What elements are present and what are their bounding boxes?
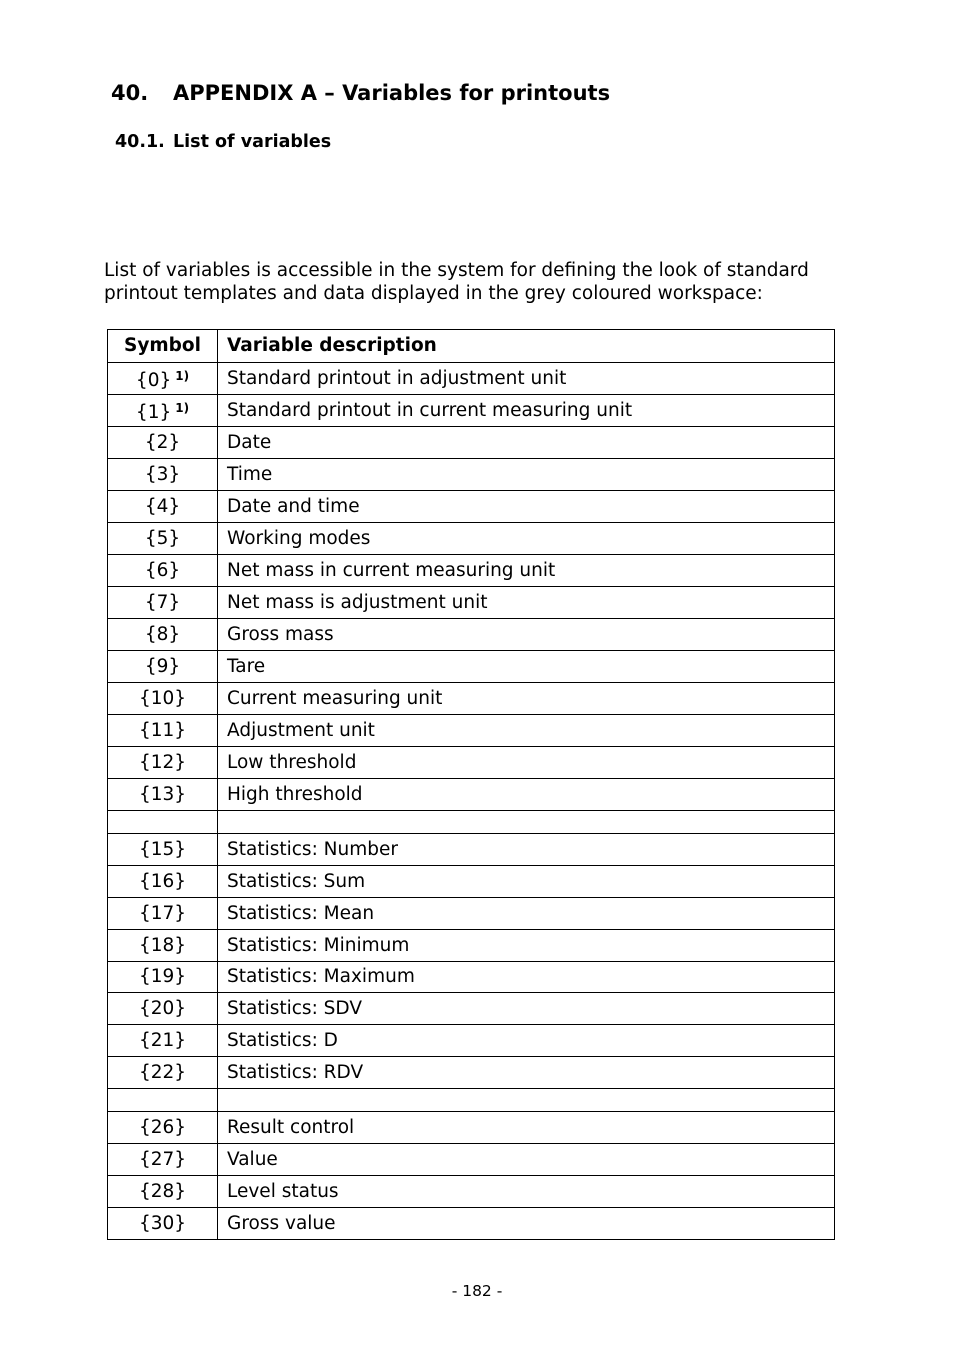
symbol-cell: [108, 619, 218, 651]
description-cell: Value: [218, 1144, 835, 1176]
table-row: [108, 993, 835, 1025]
table-row: [108, 427, 835, 459]
table-row: [108, 1144, 835, 1176]
table-body: [108, 363, 835, 1240]
page-number: - 182 -: [451, 1282, 503, 1300]
description-cell: Statistics: Minimum: [218, 930, 835, 962]
variable-symbol: {3}: [144, 463, 181, 485]
variables-table: [107, 329, 835, 1240]
variable-symbol: {13}: [138, 783, 187, 805]
variable-symbol: {18}: [138, 934, 187, 956]
table-row: [108, 811, 835, 834]
symbol-cell: [108, 1176, 218, 1208]
description-cell: Time: [218, 459, 835, 491]
table-row: [108, 1089, 835, 1112]
description-cell: Statistics: Maximum: [218, 962, 835, 993]
description-cell: Statistics: SDV: [218, 993, 835, 1025]
variable-symbol: {11}: [138, 719, 187, 741]
symbol-cell: [108, 683, 218, 715]
table-row: [108, 962, 835, 993]
symbol-cell: [108, 779, 218, 811]
description-cell: Level status: [218, 1176, 835, 1208]
variable-symbol: {26}: [138, 1116, 187, 1138]
table-row: [108, 523, 835, 555]
variable-symbol: {4}: [144, 495, 181, 517]
section-heading: [115, 132, 331, 152]
variable-symbol: {30}: [138, 1212, 187, 1234]
variable-symbol: {17}: [138, 902, 187, 924]
symbol-cell: [108, 1208, 218, 1240]
description-cell: Gross value: [218, 1208, 835, 1240]
symbol-cell: [108, 898, 218, 930]
symbol-cell: [108, 491, 218, 523]
symbol-cell: [108, 363, 218, 395]
table-row: [108, 898, 835, 930]
description-cell: Net mass in current measuring unit: [218, 555, 835, 587]
symbol-cell: [108, 930, 218, 962]
symbol-cell: [108, 395, 218, 427]
description-column-header: Variable description: [218, 330, 835, 363]
variable-symbol: {9}: [144, 655, 181, 677]
table-row: [108, 1176, 835, 1208]
table-row: [108, 363, 835, 395]
description-cell: Standard printout in current measuring unit: [218, 395, 835, 427]
table-row: [108, 1112, 835, 1144]
table-row: [108, 715, 835, 747]
description-cell: [218, 811, 835, 834]
table-row: [108, 930, 835, 962]
table-row: [108, 395, 835, 427]
table-row: [108, 1025, 835, 1057]
description-cell: Result control: [218, 1112, 835, 1144]
chapter-heading: [111, 81, 610, 105]
symbol-cell: [108, 459, 218, 491]
section-number: 40.1.: [115, 132, 165, 152]
variable-symbol: {2}: [144, 431, 181, 453]
variable-symbol: {0}: [135, 370, 172, 391]
description-cell: Adjustment unit: [218, 715, 835, 747]
table-row: [108, 779, 835, 811]
table-row: [108, 747, 835, 779]
description-cell: Tare: [218, 651, 835, 683]
symbol-cell: [108, 587, 218, 619]
table-row: [108, 1208, 835, 1240]
description-cell: Standard printout in adjustment unit: [218, 363, 835, 395]
table-row: [108, 1057, 835, 1089]
description-cell: [218, 1089, 835, 1112]
table-row: [108, 834, 835, 866]
description-cell: Date and time: [218, 491, 835, 523]
table-row: [108, 587, 835, 619]
variable-symbol: {16}: [138, 870, 187, 892]
symbol-cell: [108, 747, 218, 779]
table-row: [108, 459, 835, 491]
symbol-cell: [108, 834, 218, 866]
symbol-cell: [108, 651, 218, 683]
description-cell: Statistics: RDV: [218, 1057, 835, 1089]
symbol-cell: [108, 555, 218, 587]
variable-symbol: {12}: [138, 751, 187, 773]
symbol-cell: [108, 1089, 218, 1112]
chapter-number: 40.: [111, 81, 149, 105]
intro-paragraph: List of variables is accessible in the system for defining the look of standard printout templates and data displayed in the grey coloured workspace:: [104, 260, 809, 304]
footnote-marker: 1): [175, 401, 190, 415]
symbol-cell: [108, 1144, 218, 1176]
symbol-cell: [108, 962, 218, 993]
variable-symbol: {5}: [144, 527, 181, 549]
variable-symbol: {19}: [138, 966, 187, 987]
description-cell: Statistics: D: [218, 1025, 835, 1057]
table-row: [108, 555, 835, 587]
description-cell: Low threshold: [218, 747, 835, 779]
symbol-cell: [108, 1112, 218, 1144]
symbol-cell: [108, 866, 218, 898]
description-cell: Statistics: Sum: [218, 866, 835, 898]
variable-symbol: {20}: [138, 997, 187, 1019]
footnote-marker: 1): [175, 369, 190, 383]
description-cell: High threshold: [218, 779, 835, 811]
table-row: [108, 651, 835, 683]
description-cell: Gross mass: [218, 619, 835, 651]
variable-symbol: {1}: [135, 402, 172, 423]
symbol-cell: [108, 1057, 218, 1089]
variable-symbol: {7}: [144, 591, 181, 613]
symbol-cell: [108, 523, 218, 555]
variable-symbol: {22}: [138, 1061, 187, 1083]
description-cell: Working modes: [218, 523, 835, 555]
variable-symbol: {15}: [138, 838, 187, 860]
description-cell: Date: [218, 427, 835, 459]
table-row: [108, 491, 835, 523]
symbol-column-header: Symbol: [108, 330, 218, 363]
symbol-cell: [108, 811, 218, 834]
table-row: [108, 619, 835, 651]
description-cell: Statistics: Number: [218, 834, 835, 866]
variable-symbol: {10}: [138, 687, 187, 709]
symbol-cell: [108, 1025, 218, 1057]
description-cell: Current measuring unit: [218, 683, 835, 715]
variable-symbol: {27}: [138, 1148, 187, 1170]
variable-symbol: {21}: [138, 1029, 187, 1051]
table-row: [108, 866, 835, 898]
description-cell: Statistics: Mean: [218, 898, 835, 930]
variable-symbol: {6}: [144, 559, 181, 581]
symbol-cell: [108, 993, 218, 1025]
symbol-cell: [108, 715, 218, 747]
variable-symbol: {8}: [144, 623, 181, 645]
variable-symbol: {28}: [138, 1180, 187, 1202]
symbol-cell: [108, 427, 218, 459]
section-title: List of variables: [173, 132, 332, 152]
table-row: [108, 683, 835, 715]
table-header-row: [108, 330, 835, 363]
description-cell: Net mass is adjustment unit: [218, 587, 835, 619]
chapter-title: APPENDIX A – Variables for printouts: [173, 81, 611, 105]
